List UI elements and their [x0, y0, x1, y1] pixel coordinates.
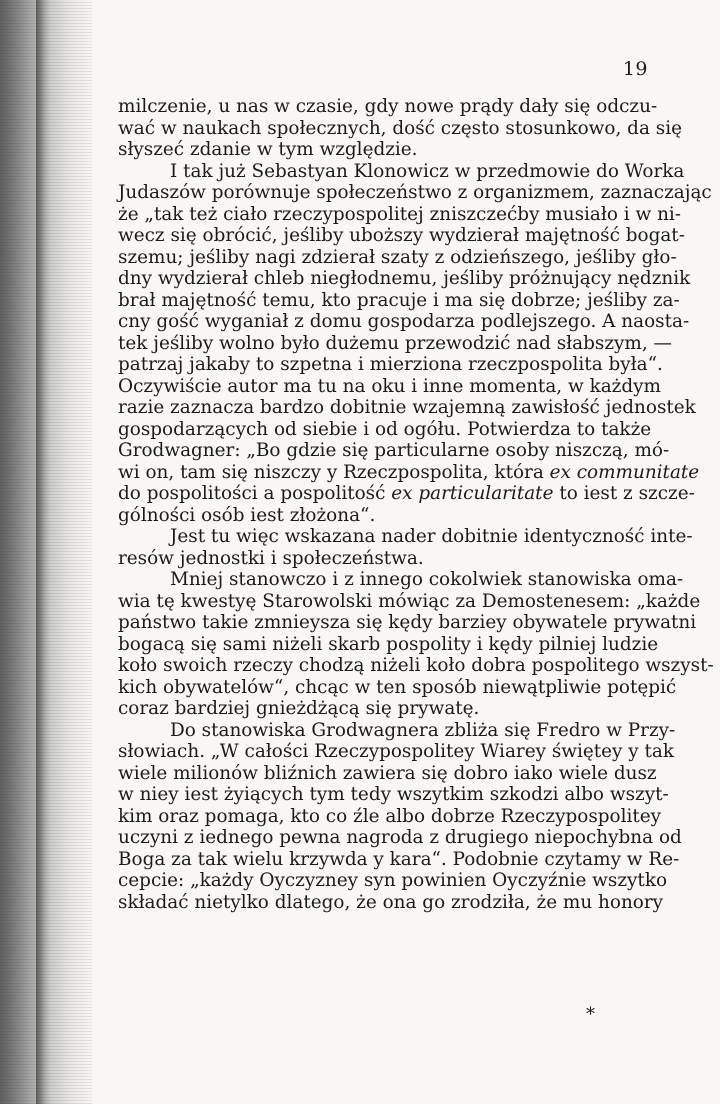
text-line: resów jednostki i społeczeństwa. — [118, 547, 424, 569]
page-number: 19 — [622, 58, 648, 80]
text-line: wecz się obrócić, jeśliby uboższy wydzierał majętność bogat- — [118, 225, 685, 246]
text-line: Oczywiście autor ma tu na oku i inne momenta, w każdym — [118, 375, 661, 397]
body-text — [118, 96, 714, 913]
text-line: coraz bardziej gnieżdżącą się prywatę. — [118, 698, 480, 719]
text-line: dny wydzierał chleb niegłodnemu, jeśliby próżnujący nędznik — [118, 268, 691, 289]
text-line: Judaszów porównuje społeczeństwo z organizmem, zaznaczając — [118, 182, 712, 203]
italic-phrase: ex communitate — [549, 461, 700, 483]
text-line: milczenie, u nas w czasie, gdy nowe prądy dały się odczu- — [118, 96, 658, 117]
signature-mark: * — [586, 1004, 595, 1025]
text-line: gospodarzących od siebie i od ogółu. Potwierdza to także — [118, 418, 652, 440]
text-line: cny gość wyganiał z domu gospodarza podlejszego. A naosta- — [118, 311, 690, 332]
text-line: państwo takie zmnieysza się kędy barziey obywatele prywatni — [118, 612, 697, 633]
text-line: wia tę kwestyę Starowolski mówiąc za Demostenesem: „każde — [118, 590, 701, 612]
text-line: do pospolitości a pospolitość ex particularitate to iest z szcze- — [118, 483, 695, 504]
binding-edge — [36, 0, 50, 1104]
text-line: razie zaznacza bardzo dobitnie wzajemną zawisłość jednostek — [118, 397, 696, 418]
text-line: Mniej stanowczo i z innego cokolwiek stanowiska oma- — [170, 569, 684, 590]
text-line: cepcie: „każdy Oyczyzney syn powinien Oyczyźnie wszytko — [118, 870, 668, 891]
text-line: Do stanowiska Grodwagnera zbliża się Fredro w Przy- — [170, 719, 676, 741]
text-line: Grodwagner: „Bo gdzie się particularne osoby niszczą, mó- — [118, 440, 670, 461]
text-line: wi on, tam się niszczy y Rzeczpospolita, która ex communitate — [118, 461, 700, 483]
text-line: kich obywatelów“, chcąc w ten sposób niewątpliwie potępić — [118, 676, 677, 698]
text-line: wiele milionów bliźnich zawiera się dobro iako wiele dusz — [118, 762, 657, 784]
text-line: składać nietylko dlatego, że ona go zrodziła, że mu honory — [118, 891, 664, 913]
text-line: brał majętność temu, kto pracuje i ma się dobrze; jeśliby za- — [118, 289, 680, 311]
text-line: patrzaj jakaby to szpetna i mierziona rzeczpospolita była“. — [118, 354, 663, 375]
text-line: Boga za tak wielu krzywda y kara“. Podobnie czytamy w Re- — [118, 848, 680, 870]
text-line: szemu; jeśliby nagi zdzierał szaty z odzieńszego, jeśliby gło- — [118, 246, 677, 268]
text-line: koło swoich rzeczy chodzą niżeli koło dobra pospolitego wszyst- — [118, 655, 714, 676]
text-line: kim oraz pomaga, kto co źle albo dobrze Rzeczypospolitey — [118, 805, 662, 827]
text-line: że „tak też ciało rzeczypospolitej zniszczećby musiało i w ni- — [118, 203, 682, 225]
text-line: w niey iest żyiących tym tedy wszytkim szkodzi albo wszyt- — [118, 784, 669, 805]
text-line: gólności osób iest złożona“. — [118, 504, 376, 526]
text-line: słyszeć zdanie w tym względzie. — [118, 139, 418, 160]
italic-phrase: ex particularitate — [391, 483, 554, 504]
text-line: I tak już Sebastyan Klonowicz w przedmowie do Worka — [170, 160, 685, 182]
text-line: wać w naukach społecznych, dość często stosunkowo, da się — [118, 117, 682, 139]
text-line: słowiach. „W całości Rzeczypospolitey Wiarey świętey y tak — [118, 741, 675, 762]
text-line: uczyni z iednego pewna nagroda z drugiego niepochybna od — [118, 827, 682, 848]
text-line: bogacą się sami niżeli skarb pospolity i kędy pilniej ludzie — [118, 633, 659, 655]
text-line: Jest tu więc wskazana nader dobitnie identyczność inte- — [170, 526, 693, 547]
text-line: tek jeśliby wolno było dużemu przewodzić nad słabszym, — — [118, 332, 672, 354]
